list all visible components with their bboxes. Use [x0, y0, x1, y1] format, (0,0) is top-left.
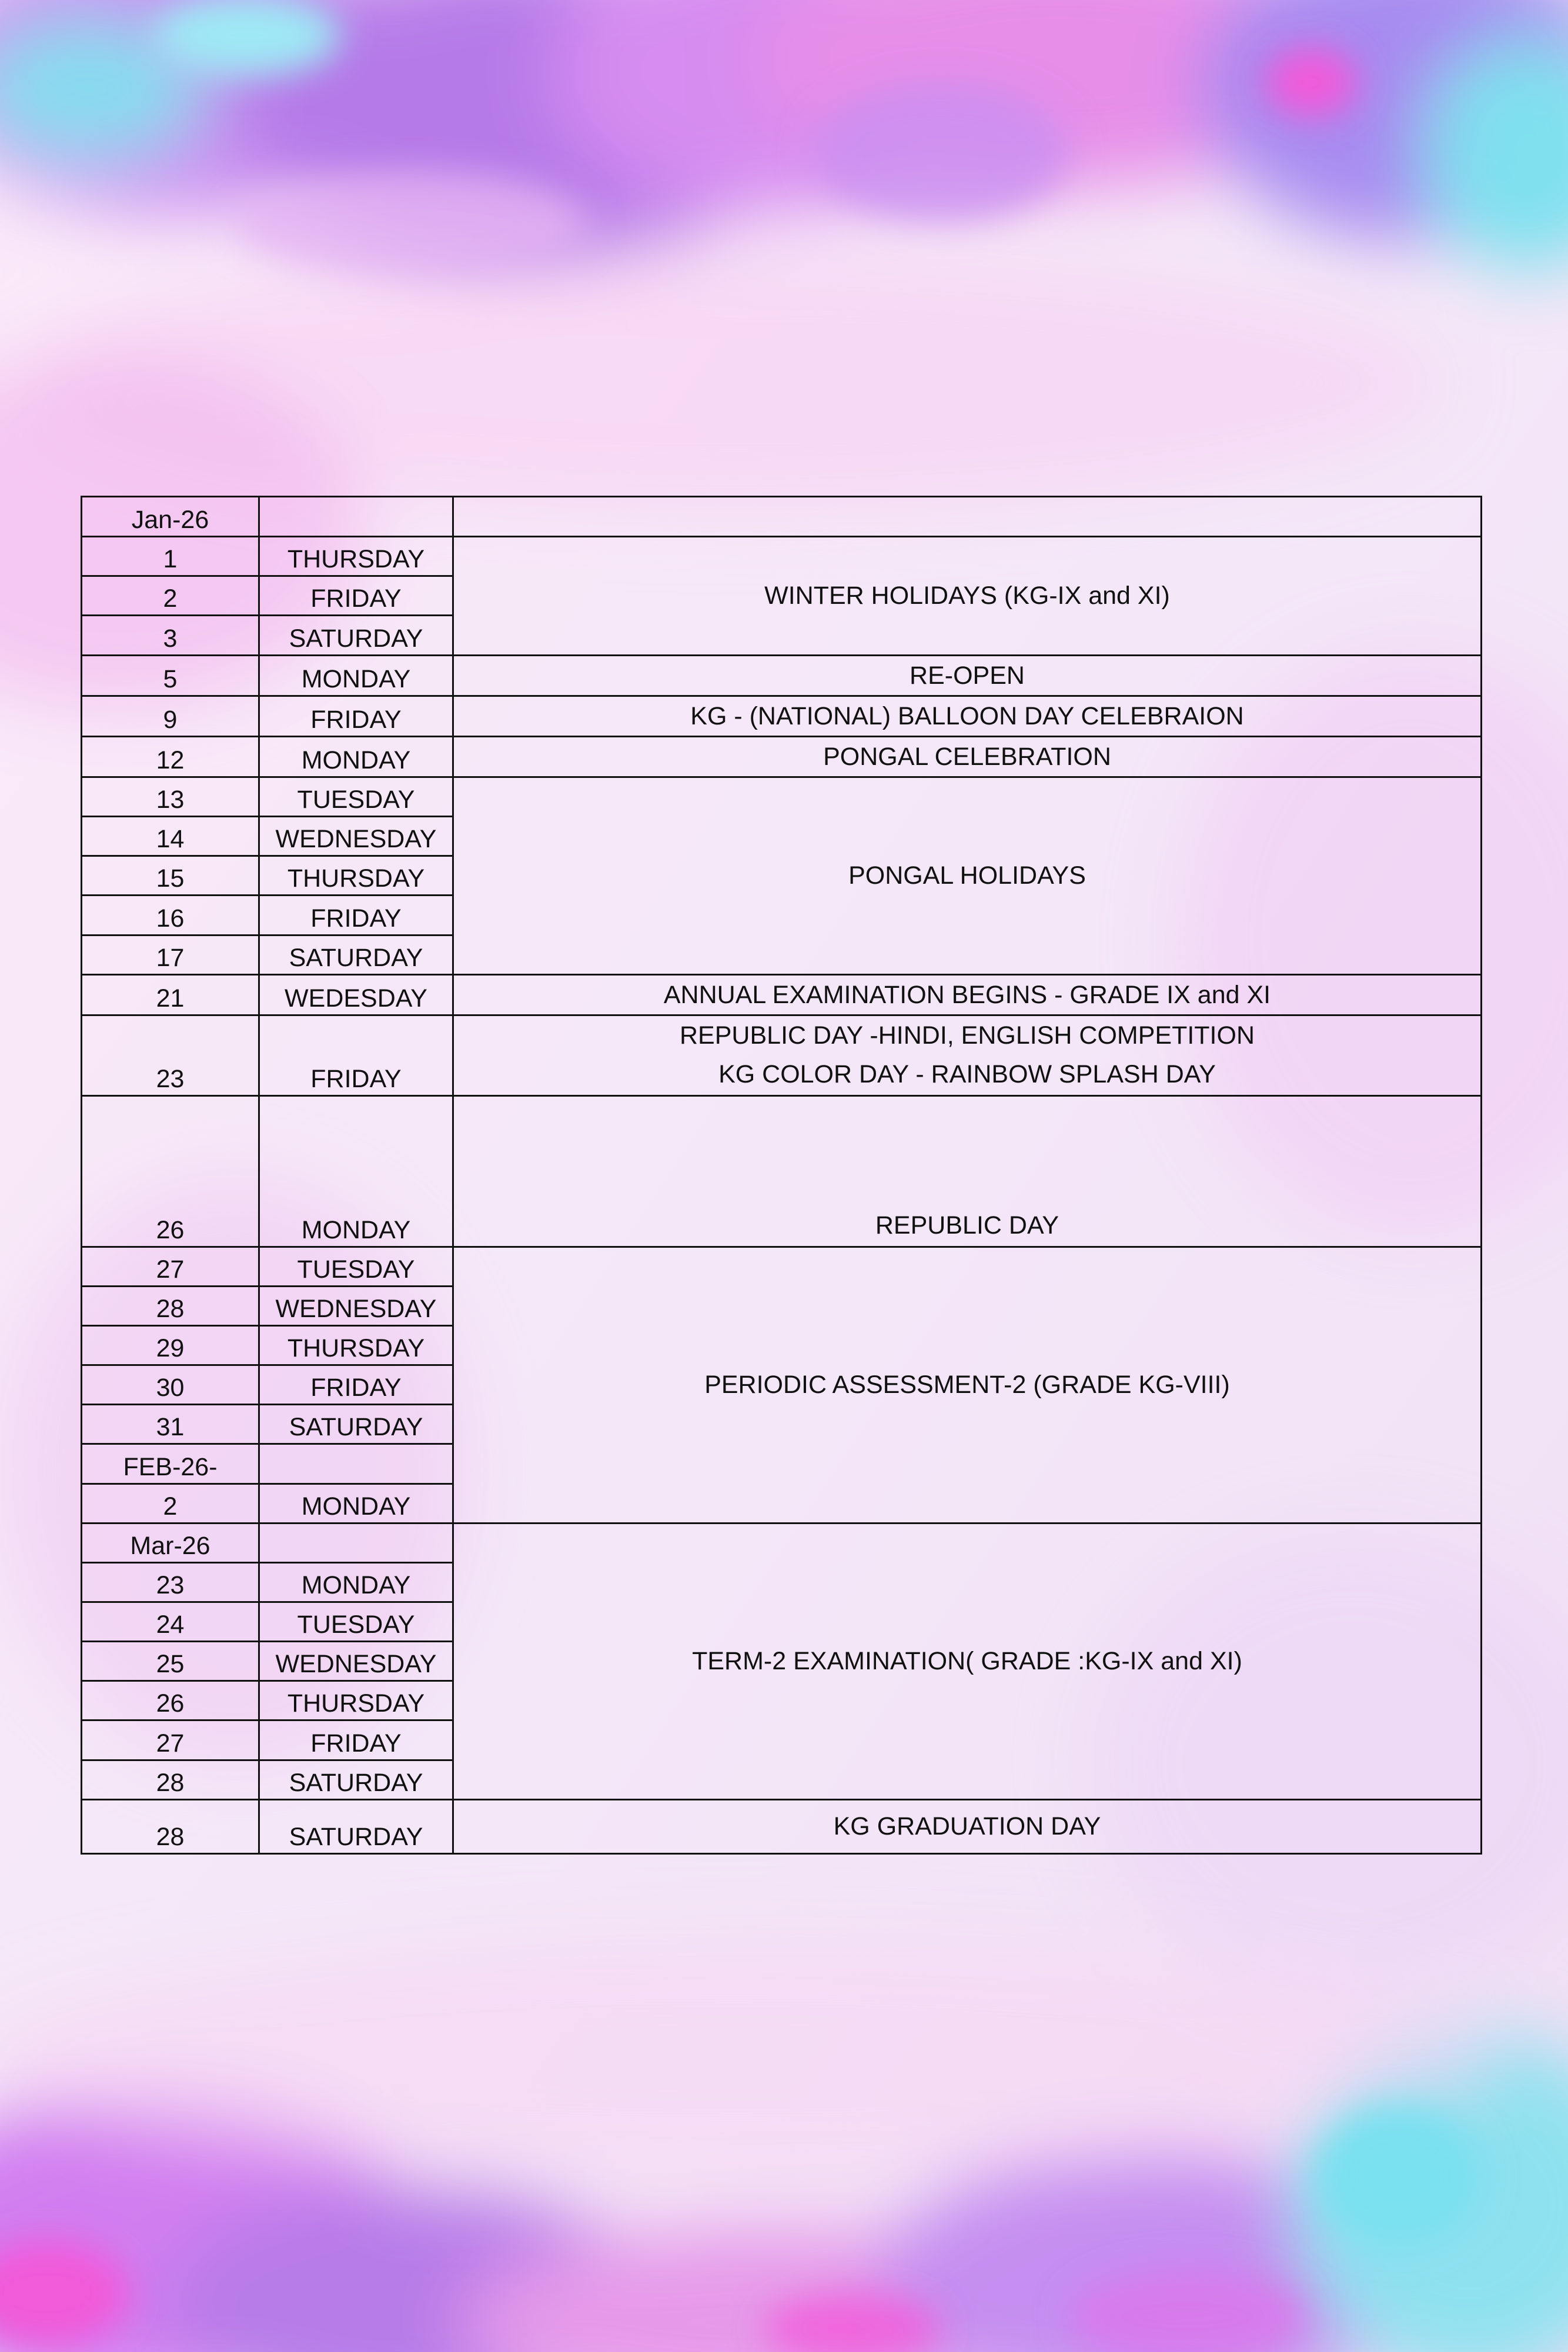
event-cell	[453, 1015, 1482, 1095]
table-row	[82, 1799, 1482, 1853]
event-cell	[453, 1096, 1482, 1247]
event-text: TERM-2 EXAMINATION( GRADE :KG-IX and XI)	[692, 1647, 1242, 1676]
event-cell	[453, 1247, 1482, 1523]
day-cell: FRIDAY	[259, 1015, 453, 1095]
day-cell: THURSDAY	[259, 1325, 453, 1365]
date-cell: 31	[82, 1405, 259, 1444]
table-row	[82, 1247, 1482, 1286]
day-cell	[259, 1444, 453, 1484]
event-text: PONGAL HOLIDAYS	[848, 861, 1086, 890]
date-cell: 27	[82, 1720, 259, 1760]
event-text: ANNUAL EXAMINATION BEGINS - GRADE IX and XI	[663, 980, 1271, 1009]
table-row	[82, 777, 1482, 816]
date-cell: 30	[82, 1365, 259, 1405]
date-cell: 2	[82, 1484, 259, 1523]
day-cell: SATURDAY	[259, 616, 453, 655]
event-cell	[453, 736, 1482, 777]
event-text: KG GRADUATION DAY	[833, 1812, 1101, 1841]
date-cell: 26	[82, 1096, 259, 1247]
date-cell: 28	[82, 1799, 259, 1853]
date-cell: 26	[82, 1681, 259, 1720]
date-cell: 2	[82, 576, 259, 616]
event-text: KG - (NATIONAL) BALLOON DAY CELEBRAION	[690, 701, 1244, 730]
date-cell: 9	[82, 696, 259, 736]
date-cell: 23	[82, 1015, 259, 1095]
date-cell: 21	[82, 974, 259, 1015]
date-cell: 14	[82, 817, 259, 856]
events-calendar-table	[81, 496, 1482, 1855]
day-cell: MONDAY	[259, 1562, 453, 1602]
event-text: WINTER HOLIDAYS (KG-IX and XI)	[764, 582, 1170, 610]
date-cell: 12	[82, 736, 259, 777]
day-cell: FRIDAY	[259, 576, 453, 616]
day-cell: MONDAY	[259, 655, 453, 696]
date-cell: 24	[82, 1602, 259, 1641]
day-cell: WEDNESDAY	[259, 1286, 453, 1325]
event-text: PERIODIC ASSESSMENT-2 (GRADE KG-VIII)	[704, 1371, 1230, 1399]
day-cell: WEDESDAY	[259, 974, 453, 1015]
day-cell: SATURDAY	[259, 1760, 453, 1799]
event-cell	[453, 1799, 1482, 1853]
day-cell	[259, 1523, 453, 1562]
table-row	[82, 974, 1482, 1015]
day-cell: MONDAY	[259, 736, 453, 777]
date-cell: 27	[82, 1247, 259, 1286]
day-cell: MONDAY	[259, 1096, 453, 1247]
day-cell: THURSDAY	[259, 1681, 453, 1720]
month-cell: Jan-26	[82, 497, 259, 537]
date-cell: 1	[82, 537, 259, 576]
event-cell	[453, 974, 1482, 1015]
event-cell	[453, 777, 1482, 974]
event-text: KG COLOR DAY - RAINBOW SPLASH DAY	[718, 1060, 1216, 1089]
table-row	[82, 537, 1482, 576]
month-cell: FEB-26-	[82, 1444, 259, 1484]
event-text: REPUBLIC DAY	[875, 1211, 1059, 1240]
day-cell	[259, 497, 453, 537]
date-cell: 28	[82, 1286, 259, 1325]
day-cell: WEDNESDAY	[259, 1642, 453, 1681]
event-cell	[453, 655, 1482, 696]
date-cell: 16	[82, 896, 259, 935]
day-cell: TUESDAY	[259, 1602, 453, 1641]
event-text: REPUBLIC DAY -HINDI, ENGLISH COMPETITION	[680, 1021, 1255, 1050]
month-cell: Mar-26	[82, 1523, 259, 1562]
day-cell: TUESDAY	[259, 1247, 453, 1286]
day-cell: WEDNESDAY	[259, 817, 453, 856]
event-text: PONGAL CELEBRATION	[823, 742, 1111, 771]
date-cell: 3	[82, 616, 259, 655]
day-cell: SATURDAY	[259, 1799, 453, 1853]
date-cell: 23	[82, 1562, 259, 1602]
table-row	[82, 1523, 1482, 1562]
event-cell	[453, 497, 1482, 537]
table-row	[82, 736, 1482, 777]
table-row	[82, 696, 1482, 736]
event-cell	[453, 1523, 1482, 1799]
day-cell: MONDAY	[259, 1484, 453, 1523]
day-cell: FRIDAY	[259, 896, 453, 935]
table-row	[82, 655, 1482, 696]
event-text: RE-OPEN	[910, 661, 1025, 690]
day-cell: FRIDAY	[259, 1720, 453, 1760]
table-row	[82, 1096, 1482, 1247]
table-row	[82, 1015, 1482, 1095]
date-cell: 5	[82, 655, 259, 696]
date-cell: 15	[82, 856, 259, 896]
date-cell: 25	[82, 1642, 259, 1681]
date-cell: 28	[82, 1760, 259, 1799]
date-cell: 29	[82, 1325, 259, 1365]
table-row	[82, 497, 1482, 537]
event-cell	[453, 537, 1482, 655]
day-cell: SATURDAY	[259, 1405, 453, 1444]
day-cell: FRIDAY	[259, 696, 453, 736]
day-cell: THURSDAY	[259, 856, 453, 896]
date-cell: 13	[82, 777, 259, 816]
date-cell: 17	[82, 935, 259, 974]
event-cell	[453, 696, 1482, 736]
day-cell: THURSDAY	[259, 537, 453, 576]
day-cell: TUESDAY	[259, 777, 453, 816]
day-cell: FRIDAY	[259, 1365, 453, 1405]
day-cell: SATURDAY	[259, 935, 453, 974]
